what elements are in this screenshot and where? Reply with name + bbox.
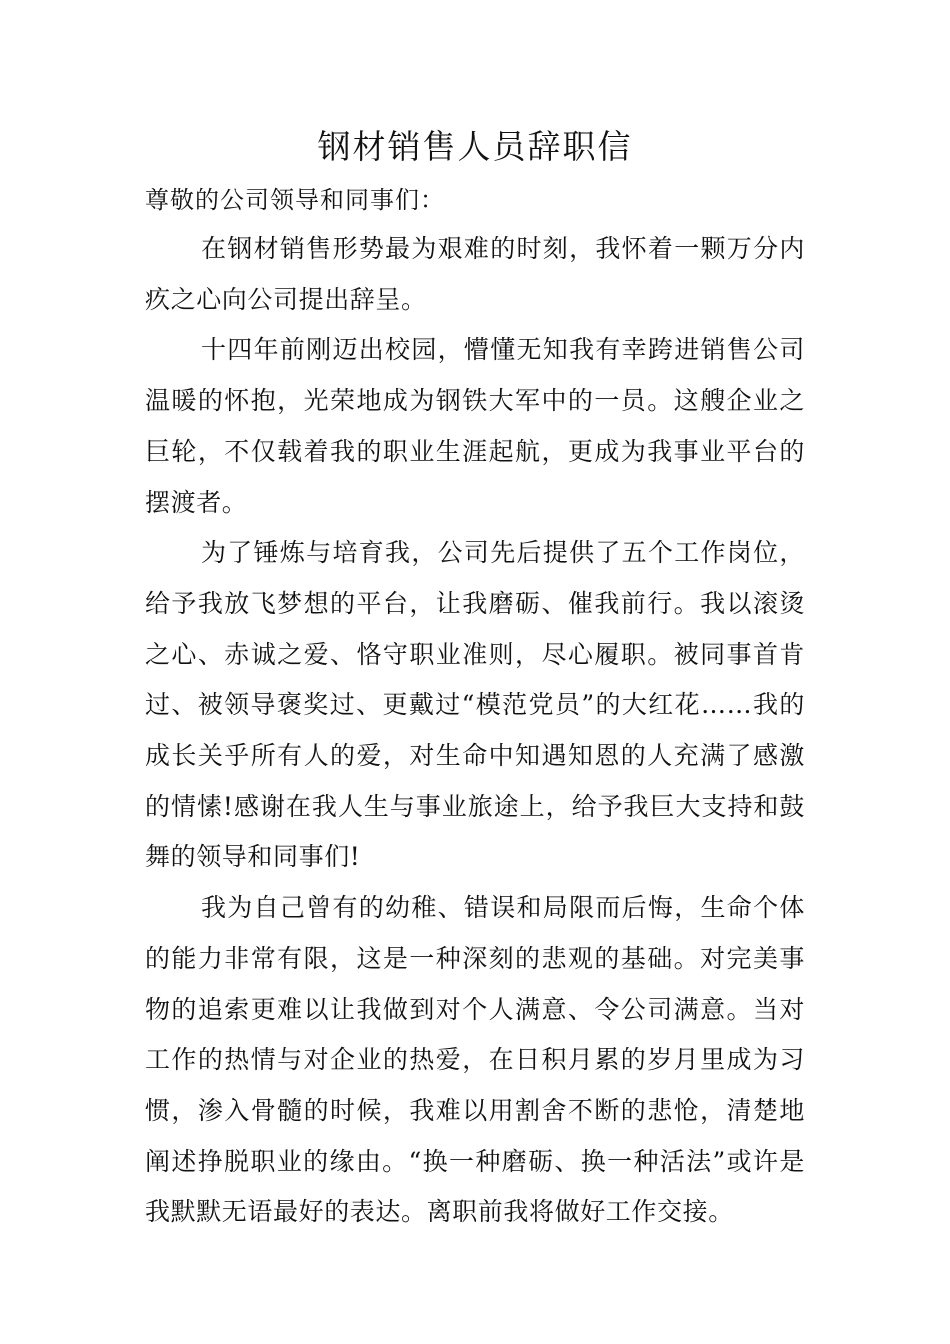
paragraph: 在钢材销售形势最为艰难的时刻，我怀着一颗万分内疚之心向公司提出辞呈。 <box>145 234 805 314</box>
document-title: 钢材销售人员辞职信 <box>317 127 633 166</box>
paragraph: 为了锤炼与培育我，公司先后提供了五个工作岗位，给予我放飞梦想的平台，让我磨砺、催我前行。我以滚烫之心、赤诚之爱、恪守职业准则，尽心履职。被同事首肯过、被领导褒奖过、更戴过“模范党员”的大红花……我的成长关乎所有人的爱，对生命中知遇知恩的人充满了感激的情愫!感谢在我人生与事业旅途上，给予我巨大支持和鼓舞的领导和同事们! <box>145 538 805 872</box>
paragraph: 我为自己曾有的幼稚、错误和局限而后悔，生命个体的能力非常有限，这是一种深刻的悲观的基础。对完美事物的追索更难以让我做到对个人满意、令公司满意。当对工作的热情与对企业的热爱，在日积月累的岁月里成为习惯，渗入骨髓的时候，我难以用割舍不断的悲怆，清楚地阐述挣脱职业的缘由。“换一种磨砺、换一种活法”或许是我默默无语最好的表达。离职前我将做好工作交接。 <box>145 893 805 1227</box>
paragraph: 十四年前刚迈出校园，懵懂无知我有幸跨进销售公司温暖的怀抱，光荣地成为钢铁大军中的一员。这艘企业之巨轮，不仅载着我的职业生涯起航，更成为我事业平台的摆渡者。 <box>145 335 805 517</box>
letter-body <box>145 224 805 1238</box>
salutation: 尊敬的公司领导和同事们： <box>145 186 445 214</box>
